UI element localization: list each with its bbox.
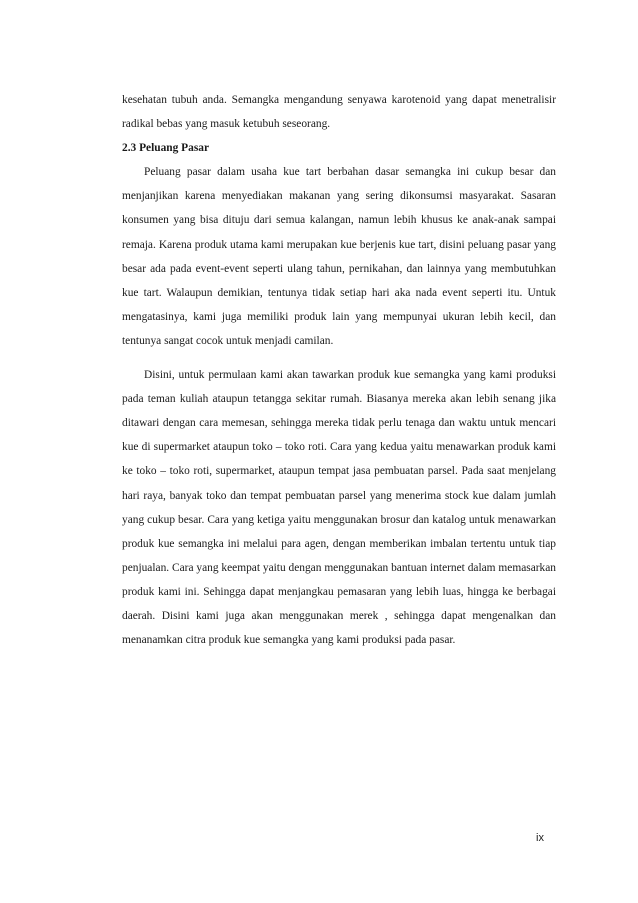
page-content bbox=[122, 88, 556, 652]
intro-paragraph: kesehatan tubuh anda. Semangka mengandung senyawa karotenoid yang dapat menetralisir radikal bebas yang masuk ketubuh seseorang. bbox=[122, 94, 556, 131]
paragraph-strategi-pemasaran: Disini, untuk permulaan kami akan tawarkan produk kue semangka yang kami produksi pada teman kuliah ataupun tetangga sekitar rumah. Biasanya mereka akan lebih senang jika ditawari dengan cara memesan, sehingga mereka tidak perlu tenaga dan waktu untuk mencari kue di supermarket ataupun toko – toko roti. Cara yang kedua yaitu menawarkan produk kami ke toko – toko roti, supermarket, ataupun tempat jasa pembuatan parsel. Pada saat menjelang hari raya, banyak toko dan tempat pembuatan parsel yang menerima stock kue dalam jumlah yang cukup besar. Cara yang ketiga yaitu menggunakan brosur dan katalog untuk menawarkan produk kue semangka ini melalui para agen, dengan memberikan imbalan tertentu untuk tiap penjualan. Cara yang keempat yaitu dengan menggunakan bantuan internet dalam memasarkan produk kami ini. Sehingga dapat menjangkau pemasaran yang lebih luas, hingga ke berbagai daerah. Disini kami juga akan menggunakan merek , sehingga dapat mengenalkan dan menanamkan citra produk kue semangka yang kami produksi pada pasar. bbox=[122, 369, 556, 647]
paragraph-peluang-pasar: Peluang pasar dalam usaha kue tart berbahan dasar semangka ini cukup besar dan menjanjikan karena menyediakan makanan yang sering dikonsumsi masyarakat. Sasaran konsumen yang bisa dituju dari semua kalangan, namun lebih khusus ke anak-anak sampai remaja. Karena produk utama kami merupakan kue berjenis kue tart, disini peluang pasar yang besar ada pada event-event seperti ulang tahun, pernikahan, dan lainnya yang membutuhkan kue tart. Walaupun demikian, tentunya tidak setiap hari aka nada event seperti itu. Untuk mengatasinya, kami juga memiliki produk lain yang mempunyai ukuran lebih kecil, dan tentunya sangat cocok untuk menjadi camilan. bbox=[122, 166, 556, 347]
section-heading: 2.3 Peluang Pasar bbox=[122, 142, 210, 155]
page-number: ix bbox=[536, 832, 544, 844]
paragraph-gap bbox=[122, 353, 556, 363]
